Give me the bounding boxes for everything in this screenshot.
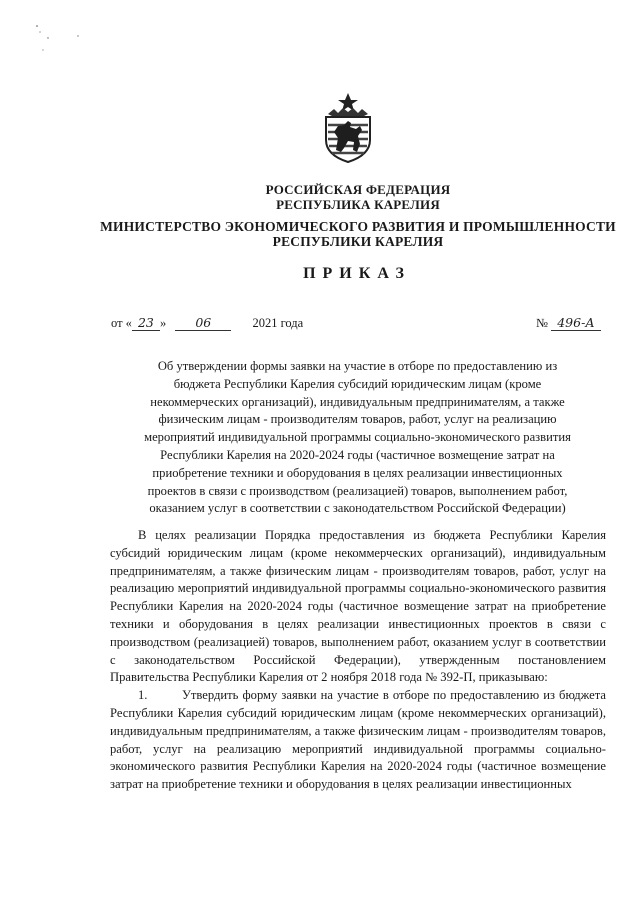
number-sign: № — [535, 316, 548, 330]
date-year: 2021 года — [252, 316, 304, 330]
karelia-coat-of-arms-icon — [320, 92, 376, 164]
order-subject: Об утверждении формы заявки на участие в отборе по предоставлению из бюджета Республики Карелия субсидий юридическим лицам (кроме некоммерческих организаций), индивидуальным предпринимателям, а также физическим лицам - производителям товаров, работ, услуг на реализацию мероприятий индивидуальной программы социально-экономического развития Республики Карелия на 2020-2024 годы (частичное возмещение затрат на приобретение техники и оборудования в целях реализации инвестиционных проектов в связи с производством (реализацией) товаров, выполнением работ, оказанием услуг в соответствии с законодательством Российской Федерации) — [144, 359, 571, 516]
date-from-label: от « — [111, 316, 132, 330]
item-number: 1. — [138, 688, 148, 703]
item-text: Утвердить форму заявки на участие в отборе по предоставлению из бюджета Республики Карелия субсидий юридическим лицам (кроме некоммерческих организаций), индивидуальным предпринимателям, а также физическим лицам - производителям товаров, работ, услуг на реализацию мероприятий индивидуальной программы социально-экономического развития Республики Карелия на 2020-2024 годы (частичное возмещение затрат на приобретение техники и оборудования в целях реализации инвестиционных — [110, 688, 606, 792]
country-line-1: РОССИЙСКАЯ ФЕДЕРАЦИЯ — [265, 182, 451, 197]
ministry-heading — [38, 219, 640, 249]
list-item — [110, 687, 606, 794]
preamble-paragraph: В целях реализации Порядка предоставления из бюджета Республики Карелия субсидий юридическим лицам (кроме некоммерческих организаций), индивидуальным предпринимателям, а также физическим лицам - производителям товаров, работ, услуг на реализацию мероприятий индивидуальной программы социально-экономического развития Республики Карелия на 2020-2024 годы (частичное возмещение затрат на приобретение техники и оборудования в целях реализации инвестиционных проектов в связи с производством (реализацией) товаров, выполнением работ, оказанием услуг в соответствии с законодательством Российской Федерации), утвержденным постановлением Правительства Республики Карелия от 2 ноября 2018 года № 392-П, приказываю: — [110, 528, 606, 685]
order-body — [110, 527, 606, 794]
ministry-line-2: РЕСПУБЛИКИ КАРЕЛИЯ — [272, 234, 444, 249]
scan-specks — [34, 22, 84, 58]
date-month: 06 — [175, 315, 231, 331]
document-number-group — [536, 315, 601, 331]
country-line-2: РЕСПУБЛИКА КАРЕЛИЯ — [276, 197, 440, 212]
date-and-number-line — [111, 315, 601, 337]
date-day: 23 — [132, 315, 160, 331]
document-type-title: ПРИКАЗ — [303, 265, 411, 282]
date-day-close-quote: » — [159, 316, 167, 330]
country-heading — [38, 182, 640, 212]
ministry-line-1: МИНИСТЕРСТВО ЭКОНОМИЧЕСКОГО РАЗВИТИЯ И ПРОМЫШЛЕННОСТИ — [100, 219, 616, 234]
document-number: 496-А — [551, 315, 601, 331]
